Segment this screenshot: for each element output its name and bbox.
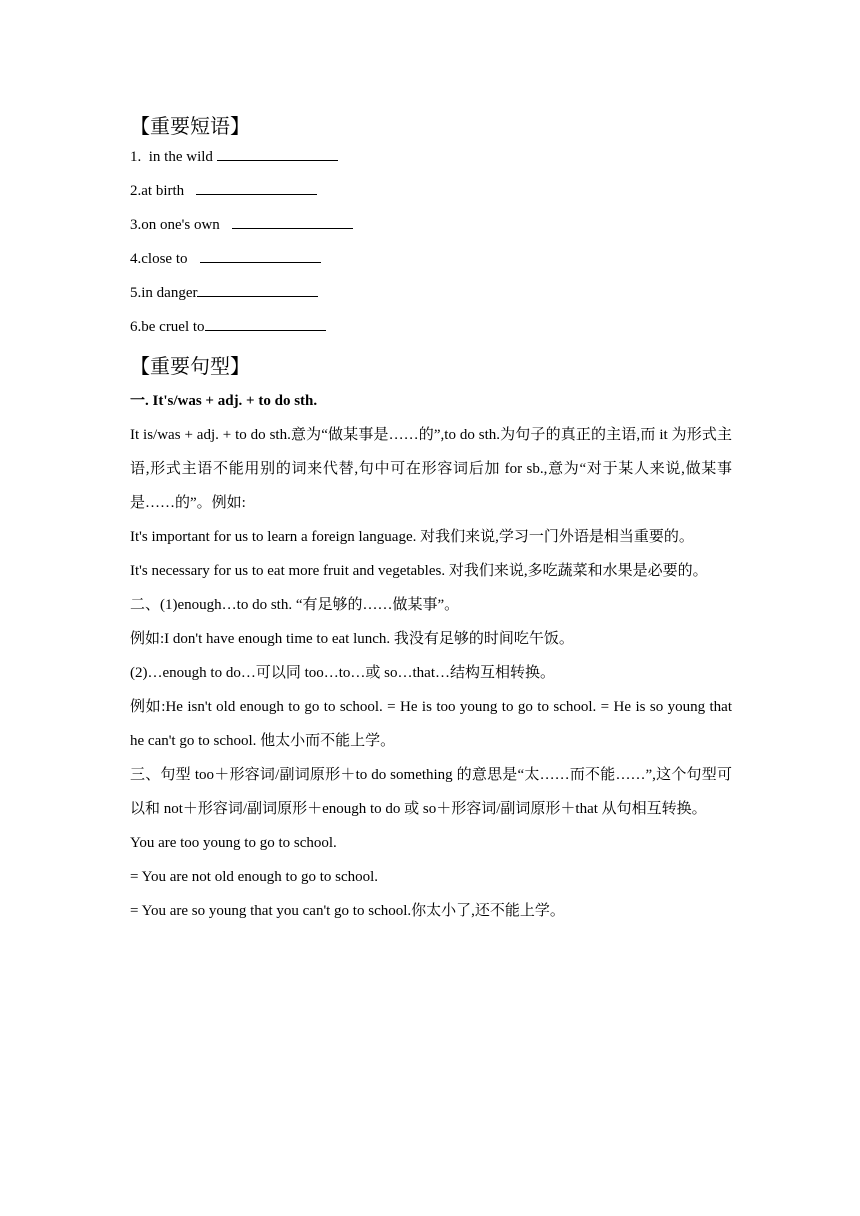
pattern-3-example-1: You are too young to go to school. (130, 835, 337, 851)
phrase-number: 2. (130, 183, 142, 199)
phrase-item (130, 146, 732, 180)
pattern-2-example-2: 例如:He isn't old enough to go to school. = He is too young to go to school. = He is so young that he can't go to school. 他太小而不能上学。 (130, 699, 732, 749)
pattern-2-line-2: (2)…enough to do…可以同 too…to…或 so…that…结构互相转换。 (130, 665, 555, 681)
pattern-3-example-3: = You are so young that you can't go to school.你太小了,还不能上学。 (130, 903, 565, 919)
phrase-number: 5. (130, 285, 142, 301)
pattern-2-line-1: 二、(1)enough…to do sth. “有足够的……做某事”。 (130, 597, 460, 613)
phrase-item (130, 282, 732, 316)
phrase-number: 3. (130, 217, 142, 233)
pattern-2-example-1: 例如:I don't have enough time to eat lunch. 我没有足够的时间吃午饭。 (130, 631, 574, 647)
phrases-heading: 【重要短语】 (130, 116, 250, 138)
pattern-3-example-2: = You are not old enough to go to school. (130, 869, 379, 885)
phrase-text: be cruel to (141, 319, 205, 335)
phrase-number: 4. (130, 251, 142, 267)
phrase-text: in the wild (148, 149, 213, 165)
phrase-number: 1. (130, 149, 142, 165)
answer-blank[interactable] (197, 282, 318, 297)
phrase-item (130, 248, 732, 282)
pattern-3-description: 三、句型 too＋形容词/副词原形＋to do something 的意思是“太……而不能……”,这个句型可以和 not＋形容词/副词原形＋enough to do 或 so＋形容词/副词原形＋that 从句相互转换。 (130, 767, 732, 817)
answer-blank[interactable] (205, 316, 326, 331)
phrase-item (130, 214, 732, 248)
answer-blank[interactable] (232, 214, 353, 229)
answer-blank[interactable] (200, 248, 321, 263)
phrase-item (130, 180, 732, 214)
answer-blank[interactable] (196, 180, 317, 195)
pattern-1-example-2: It's necessary for us to eat more fruit and vegetables. 对我们来说,多吃蔬菜和水果是必要的。 (130, 563, 708, 579)
patterns-heading: 【重要句型】 (130, 356, 250, 378)
phrase-number: 6. (130, 319, 142, 335)
phrase-text: close to (141, 251, 188, 267)
pattern-1-title: 一. It's/was + adj. + to do sth. (130, 393, 318, 409)
phrase-text: at birth (141, 183, 185, 199)
document-page (130, 112, 732, 928)
answer-blank[interactable] (217, 146, 338, 161)
phrase-text: in danger (141, 285, 198, 301)
phrase-text: on one's own (141, 217, 220, 233)
pattern-1-example-1: It's important for us to learn a foreign language. 对我们来说,学习一门外语是相当重要的。 (130, 529, 694, 545)
phrase-item (130, 316, 732, 350)
pattern-1-description: It is/was + adj. + to do sth.意为“做某事是……的”,to do sth.为句子的真正的主语,而 it 为形式主语,形式主语不能用别的词来代替,句中可在形容词后加 for sb.,意为“对于某人来说,做某事是……的”。例如: (130, 427, 732, 511)
